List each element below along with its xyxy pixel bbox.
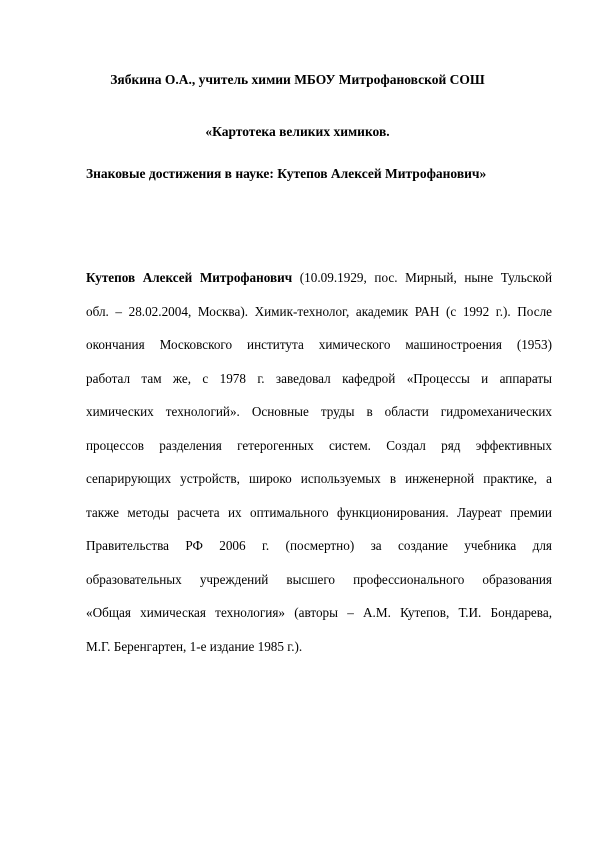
body-line: Правительства РФ 2006 г. (посмертно) за создание учебника для (86, 538, 552, 553)
body-line: М.Г. Беренгартен, 1-е издание 1985 г.). (86, 638, 303, 654)
document-subtitle: Знаковые достижения в науке: Кутепов Алексей Митрофанович» (86, 166, 487, 181)
body-line: обл. – 28.02.2004, Москва). Химик-технолог, академик РАН (с 1992 г.). После (86, 303, 552, 319)
scientist-name: Кутепов Алексей Митрофанович (86, 270, 293, 285)
body-line: работал там же, с 1978 г. заведовал кафедрой «Процессы и аппараты (86, 370, 552, 386)
body-line: сепарирующих устройств, широко используемых в инженерной практике, а (86, 471, 552, 486)
body-line: химических технологий». Основные труды в области гидромеханических (86, 404, 552, 419)
document-title: «Картотека великих химиков. (205, 124, 390, 139)
body-paragraph (86, 270, 552, 672)
body-line: «Общая химическая технология» (авторы – А.М. Кутепов, Т.И. Бондарева, (86, 605, 552, 620)
body-line: процессов разделения гетерогенных систем. Создал ряд эффективных (86, 437, 552, 453)
body-line: также методы расчета их оптимального функционирования. Лауреат премии (86, 504, 552, 520)
body-line (86, 270, 552, 286)
body-line: образовательных учреждений высшего профессионального образования (86, 571, 552, 587)
author-line: Зябкина О.А., учитель химии МБОУ Митрофановской СОШ (110, 72, 485, 87)
body-line: окончания Московского института химического машиностроения (1953) (86, 337, 552, 352)
body-line-text: (10.09.1929, пос. Мирный, ныне Тульской (292, 270, 552, 285)
